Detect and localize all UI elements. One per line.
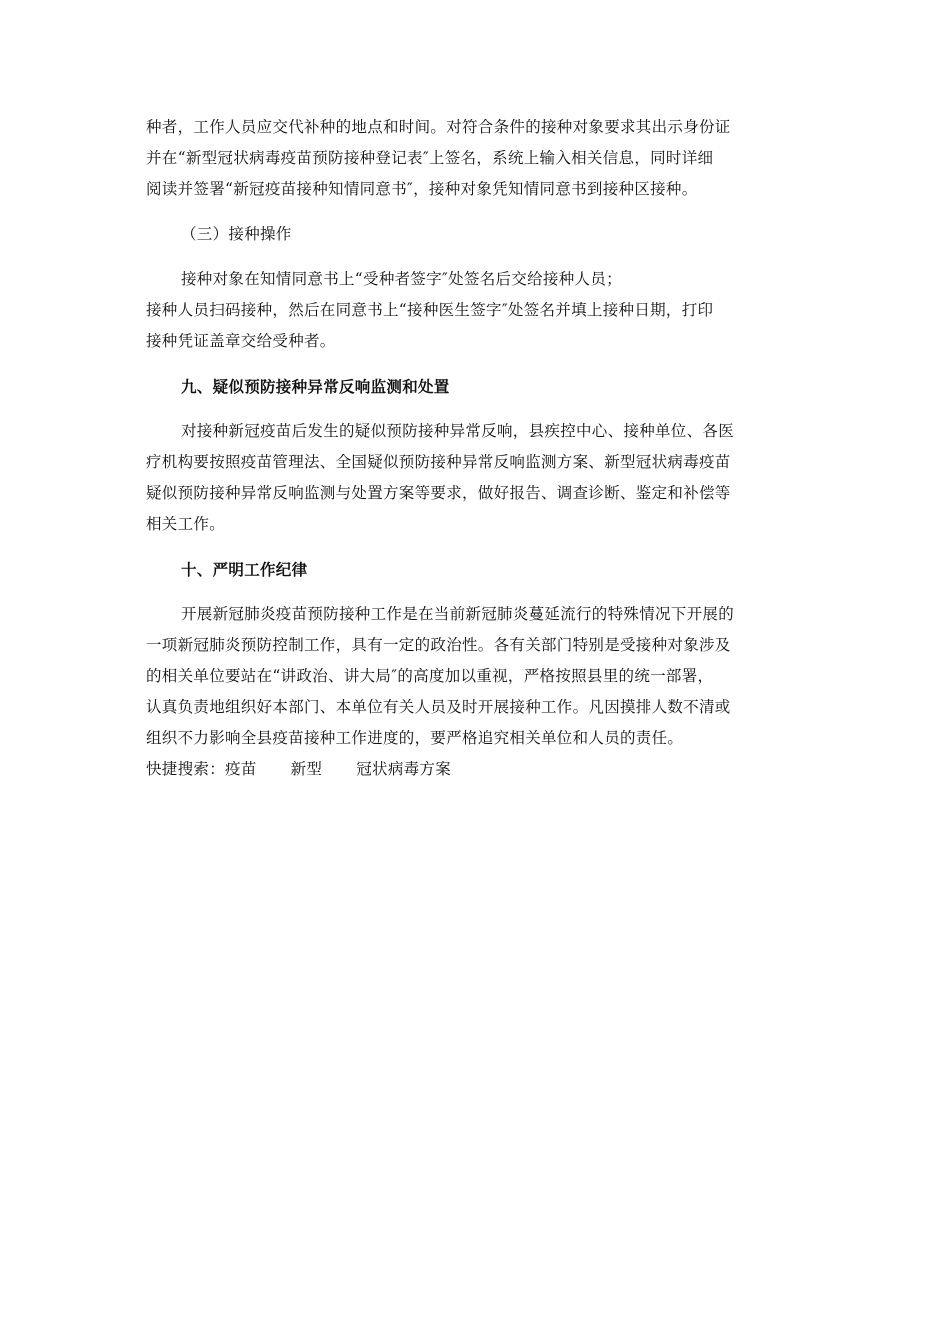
quick-search-tag[interactable]: 新型	[290, 760, 323, 778]
paragraph-line: 疗机构要按照疫苗管理法、全国疑似预防接种异常反响监测方案、新型冠状病毒疫苗	[146, 453, 731, 471]
paragraph-line: 种者，工作人员应交代补种的地点和时间。对符合条件的接种对象要求其出示身份证	[146, 118, 731, 136]
paragraph-line: 并在“新型冠状病毒疫苗预防接种登记表″上签名，系统上输入相关信息，同时详细	[146, 149, 714, 167]
paragraph-line: 接种人员扫码接种，然后在同意书上“接种医生签字″处签名并填上接种日期，打印	[146, 301, 714, 319]
paragraph-line: 接种对象在知情同意书上“受种者签字″处签名后交给接种人员；	[181, 270, 622, 288]
paragraph-line: 的相关单位要站在“讲政治、讲大局″的高度加以重视，严格按照县里的统一部署，	[146, 667, 714, 685]
section-heading: 九、疑似预防接种异常反响监测和处置	[181, 377, 450, 396]
paragraph-line: 疑似预防接种异常反响监测与处置方案等要求，做好报告、调查诊断、鉴定和补偿等	[146, 484, 731, 502]
paragraph-line: 相关工作。	[146, 515, 226, 533]
intro-paragraph	[146, 112, 802, 205]
subsection-title: （三）接种操作	[181, 225, 292, 243]
paragraph-line: 开展新冠肺炎疫苗预防接种工作是在当前新冠肺炎蔓延流行的特殊情况下开展的	[181, 605, 735, 623]
document-body	[146, 112, 802, 785]
section-paragraph	[146, 416, 802, 540]
paragraph-line: 接种凭证盖章交给受种者。	[146, 332, 336, 350]
section-heading: 十、严明工作纪律	[181, 560, 308, 579]
paragraph-line: 一项新冠肺炎预防控制工作，具有一定的政治性。各有关部门特别是受接种对象涉及	[146, 636, 731, 654]
quick-search-tag[interactable]: 冠状病毒方案	[356, 760, 452, 778]
quick-search-tag[interactable]: 疫苗	[225, 760, 257, 778]
quick-search	[146, 754, 802, 785]
paragraph-line: 认真负责地组织好本部门、本单位有关人员及时开展接种工作。凡因摸排人数不清或	[146, 698, 731, 716]
paragraph-line: 对接种新冠疫苗后发生的疑似预防接种异常反响，县疾控中心、接种单位、各医	[181, 422, 735, 440]
section-paragraph	[146, 599, 802, 754]
quick-search-label: 快捷搜索：	[146, 760, 226, 778]
paragraph-line: 组织不力影响全县疫苗接种工作进度的，要严格追究相关单位和人员的责任。	[146, 729, 684, 747]
subsection-paragraph	[146, 264, 802, 357]
paragraph-line: 阅读并签署“新冠疫苗接种知情同意书″，接种对象凭知情同意书到接种区接种。	[146, 180, 698, 198]
